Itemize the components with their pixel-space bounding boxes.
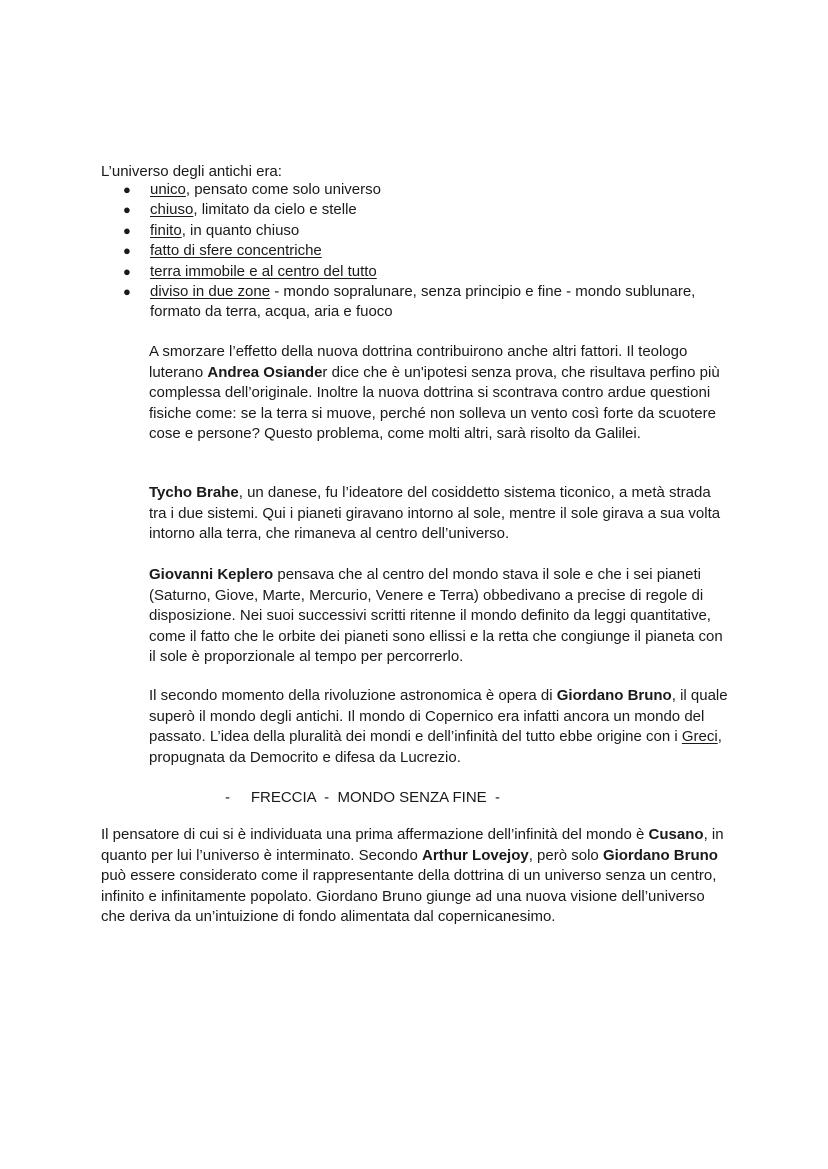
paragraph-bruno: Il secondo momento della rivoluzione astronomica è opera di Giordano Bruno, il quale superò il mondo degli antichi. Il mondo di Copernico era infatti ancora un mondo del passato. L’idea della pluralità dei mondi e dell’infinità del tutto ebbe origine con i Greci, propugnata da Democrito e difesa da Lucrezio. — [149, 687, 728, 766]
paragraph-osiander: A smorzare l’effetto della nuova dottrina contribuirono anche altri fattori. Il teologo luterano Andrea Osiander dice che è un'ipotesi senza prova, che risultava perfino più complessa dell’originale. Inoltre la nuova dottrina si scontrava contro ardue questioni fisiche come: se la terra si muove, perché non solleva un vento così forte da scuotere cose e persone? Questo problema, come molti altri, sarà risolto da Galilei. — [149, 343, 720, 443]
list-item: ● unico, pensato come solo universo — [101, 180, 721, 200]
list-item: ● finito, in quanto chiuso — [101, 221, 721, 241]
bullet-icon: ● — [123, 222, 131, 238]
bullet-list — [101, 180, 721, 323]
bullet-icon: ● — [123, 263, 131, 279]
list-item: ● diviso in due zone - mondo sopralunare, senza principio e fine - mondo sublunare, formato da terra, acqua, aria e fuoco — [123, 283, 696, 321]
paragraph-tycho-brahe: Tycho Brahe, un danese, fu l’ideatore del cosiddetto sistema ticonico, a metà strada tra i due sistemi. Qui i pianeti giravano intorno al sole, mentre il sole girava a sua volta intorno alla terra, che rimaneva al centro dell’universo. — [149, 484, 721, 543]
list-item: ● fatto di sfere concentriche — [101, 241, 721, 261]
list-item: ● chiuso, limitato da cielo e stelle — [101, 200, 721, 220]
bullet-icon: ● — [123, 202, 131, 218]
list-item: ● terra immobile e al centro del tutto — [101, 262, 721, 282]
intro-line: L’universo degli antichi era: — [101, 163, 282, 180]
paragraph-keplero: Giovanni Keplero pensava che al centro del mondo stava il sole e che i sei pianeti (Saturno, Giove, Marte, Mercurio, Venere e Terra) obbedivano a precise di regole di disposizione. Nei suoi successivi scritti ritenne il mondo definito da leggi quantitative, come il fatto che le orbite dei pianeti sono ellissi e la retta che congiunge il pianeta con il sole è proporzionale al tempo per percorrerlo. — [149, 566, 723, 666]
section-divider-line: - FRECCIA - MONDO SENZA FINE - — [225, 789, 501, 806]
bullet-icon: ● — [123, 182, 131, 197]
bullet-icon: ● — [123, 284, 131, 300]
paragraph-cusano: Il pensatore di cui si è individuata una prima affermazione dell’infinità del mondo è Cusano, in quanto per lui l’universo è interminato. Secondo Arthur Lovejoy, però solo Giordano Bruno può essere considerato come il rappresentante della dottrina di un universo senza un centro, infinito e infinitamente popolato. Giordano Bruno giunge ad una nuova visione dell’universo che deriva da un’intuizione di fondo alimentata dal copernicanesimo. — [101, 826, 724, 926]
bullet-icon: ● — [123, 243, 131, 259]
